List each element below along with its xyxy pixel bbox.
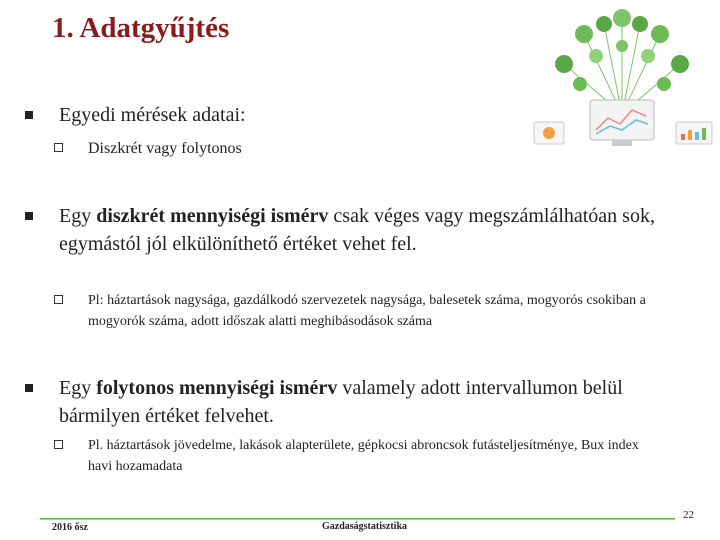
bullet-1 (59, 101, 246, 129)
checkbox-square-icon (54, 440, 63, 449)
bullet-1-text: Egyedi mérések adatai: (59, 104, 246, 126)
sub-bullet-3-1 (88, 435, 648, 477)
footer-divider (40, 518, 675, 520)
sub-bullet-3-1-text: Pl. háztartások jövedelme, lakások alapterülete, gépkocsi abroncsok futásteljesítménye, Bux index havi hozamadata (88, 438, 639, 474)
bullet-square-icon (25, 111, 33, 119)
sub-bullet-2-1 (88, 290, 698, 332)
bullet-2-bold: diszkrét mennyiségi ismérv (96, 205, 329, 227)
bullet-square-icon (25, 212, 33, 220)
page-number: 22 (683, 509, 694, 521)
bullet-2 (59, 202, 689, 258)
bullet-3 (59, 374, 689, 430)
data-analytics-illustration-icon (524, 4, 720, 160)
footer-semester: 2016 ősz (52, 522, 88, 533)
checkbox-square-icon (54, 295, 63, 304)
slide-title: 1. Adatgyűjtés (52, 12, 230, 44)
bullet-2-pre: Egy (59, 205, 97, 227)
sub-bullet-1-1-text: Diszkrét vagy folytonos (88, 140, 242, 157)
checkbox-square-icon (54, 143, 63, 152)
sub-bullet-1-1 (88, 138, 242, 159)
bullet-3-post: valamely adott intervallumon belül bármilyen értéket felvehet. (59, 377, 623, 427)
footer-course: Gazdaságstatisztika (322, 521, 407, 532)
bullet-3-pre: Egy (59, 377, 97, 399)
bullet-2-post: csak véges vagy megszámlálhatóan sok, egymástól jól elkülöníthető értéket vehet fel. (59, 205, 655, 255)
bullet-square-icon (25, 384, 33, 392)
sub-bullet-2-1-text: Pl: háztartások nagysága, gazdálkodó szervezetek nagysága, balesetek száma, mogyorós csokiban a mogyorók száma, adott időszak alatti meghibásodások száma (88, 293, 646, 329)
bullet-3-bold: folytonos mennyiségi ismérv (96, 377, 338, 399)
